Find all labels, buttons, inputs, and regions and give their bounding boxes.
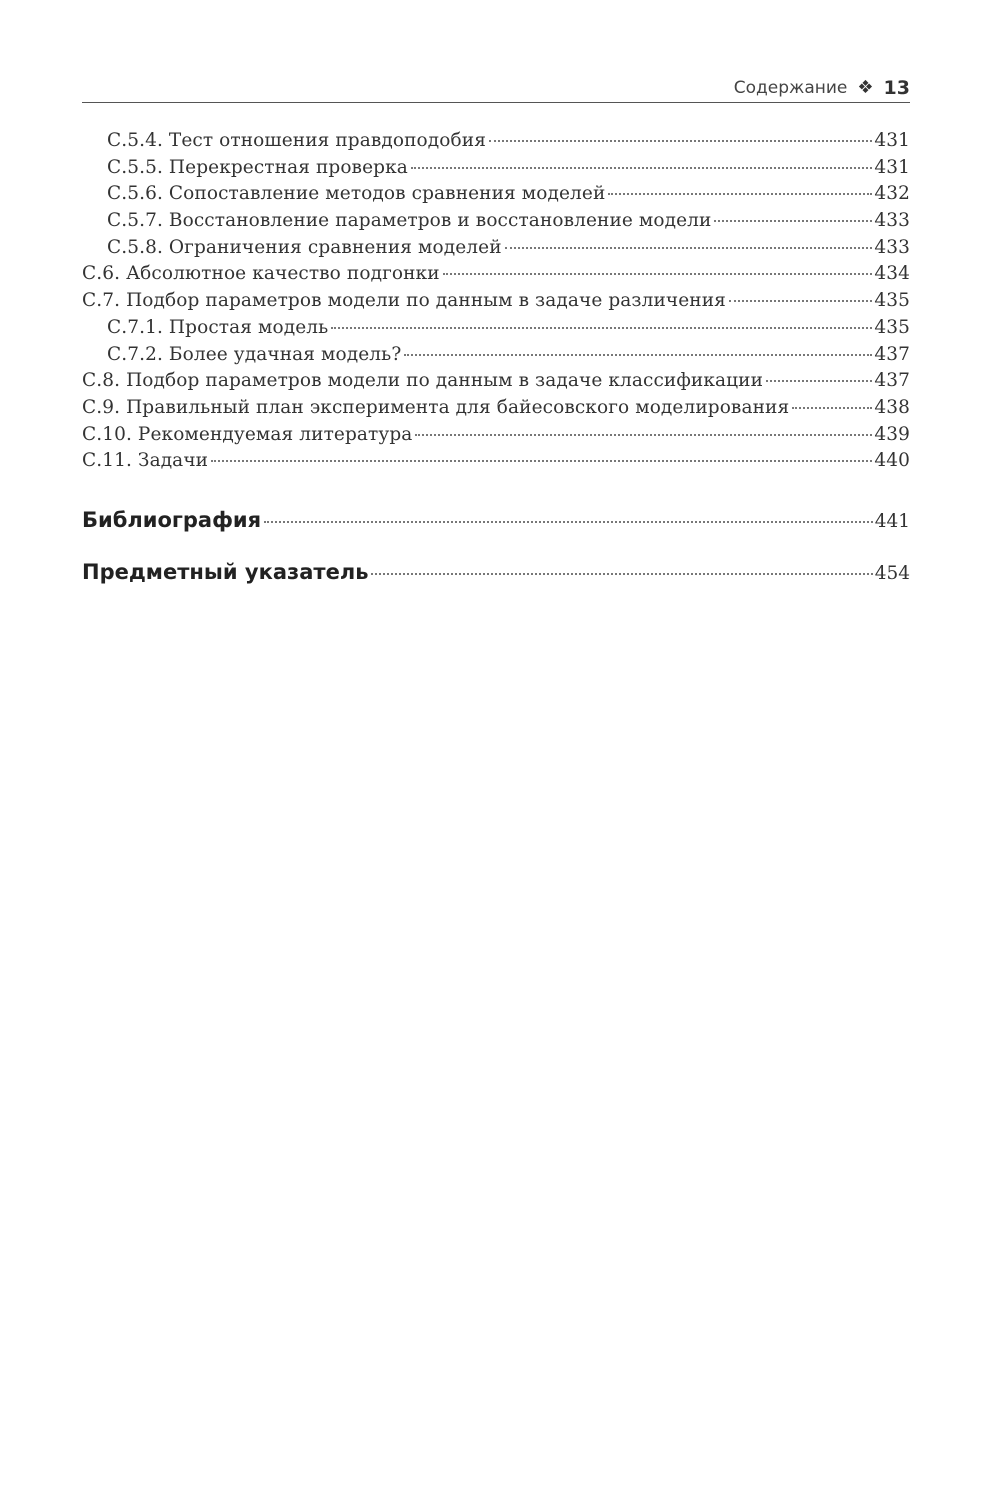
toc-entry-label: С.7.2. Более удачная модель? <box>107 343 402 365</box>
toc-entry-page: 431 <box>874 130 910 151</box>
toc-entry[interactable] <box>82 263 910 290</box>
dot-leader <box>729 300 872 302</box>
toc-entry-label: С.10. Рекомендуемая литература <box>82 423 413 445</box>
toc-entry[interactable] <box>82 183 910 210</box>
toc-entry[interactable] <box>82 317 910 344</box>
toc-entry-label: С.5.4. Тест отношения правдоподобия <box>107 130 486 151</box>
dot-leader <box>714 220 872 222</box>
toc-entry[interactable] <box>82 370 910 397</box>
toc-entry-page: 431 <box>874 156 910 178</box>
toc-entry-label: С.11. Задачи <box>82 450 209 472</box>
toc-entry-page: 435 <box>874 316 910 338</box>
dot-leader <box>411 167 873 169</box>
toc-entry-page: 440 <box>874 450 910 472</box>
toc-entry[interactable] <box>82 397 910 424</box>
toc-entry-label: С.5.7. Восстановление параметров и восстановление модели <box>107 210 712 232</box>
toc-entry[interactable] <box>82 237 910 264</box>
toc-entry-page: 438 <box>874 396 910 418</box>
toc-major-label: Предметный указатель <box>82 560 369 584</box>
dot-leader <box>505 247 873 249</box>
toc-entry-label: С.6. Абсолютное качество подгонки <box>82 263 440 285</box>
dot-leader <box>489 140 872 142</box>
toc-entry-page: 437 <box>874 343 910 365</box>
toc-entry-page: 437 <box>874 370 910 392</box>
toc-entry-label: С.5.6. Сопоставление методов сравнения моделей <box>107 183 606 205</box>
toc-entry[interactable] <box>82 130 910 157</box>
dot-leader <box>404 354 872 356</box>
toc-entry[interactable] <box>82 290 910 317</box>
toc-entry[interactable] <box>82 450 910 477</box>
toc-entry-page: 435 <box>874 290 910 312</box>
diamond-ornament-icon: ❖ <box>857 77 874 98</box>
dot-leader <box>264 521 873 523</box>
running-head-title: Содержание <box>733 78 848 98</box>
toc-entry-label: С.7.1. Простая модель <box>107 316 329 338</box>
table-of-contents <box>82 130 910 477</box>
dot-leader <box>211 460 872 462</box>
toc-entry-page: 433 <box>874 210 910 232</box>
dot-leader <box>766 380 872 382</box>
dot-leader <box>443 273 873 275</box>
toc-major-page: 441 <box>874 511 910 532</box>
toc-major-label: Библиография <box>82 508 262 532</box>
page-number: 13 <box>883 77 910 99</box>
toc-entry-label: С.9. Правильный план эксперимента для байесовского моделирования <box>82 396 790 418</box>
toc-entry[interactable] <box>82 344 910 371</box>
toc-entry-page: 432 <box>874 183 910 205</box>
toc-major-entry-index[interactable] <box>82 560 910 612</box>
dot-leader <box>371 573 872 575</box>
dot-leader <box>331 327 872 329</box>
toc-major-entry-bibliography[interactable] <box>82 508 910 560</box>
toc-entry-page: 434 <box>874 263 910 285</box>
toc-entry-label: С.7. Подбор параметров модели по данным в задаче различения <box>82 290 726 312</box>
dot-leader <box>792 407 872 409</box>
toc-entry[interactable] <box>82 157 910 184</box>
toc-entry-page: 433 <box>874 236 910 258</box>
toc-entry-label: С.5.8. Ограничения сравнения моделей <box>107 236 502 258</box>
running-head <box>82 74 910 103</box>
toc-entry[interactable] <box>82 424 910 451</box>
toc-entry-label: С.8. Подбор параметров модели по данным в задаче классификации <box>82 370 764 392</box>
toc-entry-label: С.5.5. Перекрестная проверка <box>107 156 408 178</box>
dot-leader <box>608 193 872 195</box>
toc-entry[interactable] <box>82 210 910 237</box>
dot-leader <box>415 434 872 436</box>
toc-entry-page: 439 <box>874 423 910 445</box>
major-entries <box>82 508 910 612</box>
toc-major-page: 454 <box>874 563 910 584</box>
